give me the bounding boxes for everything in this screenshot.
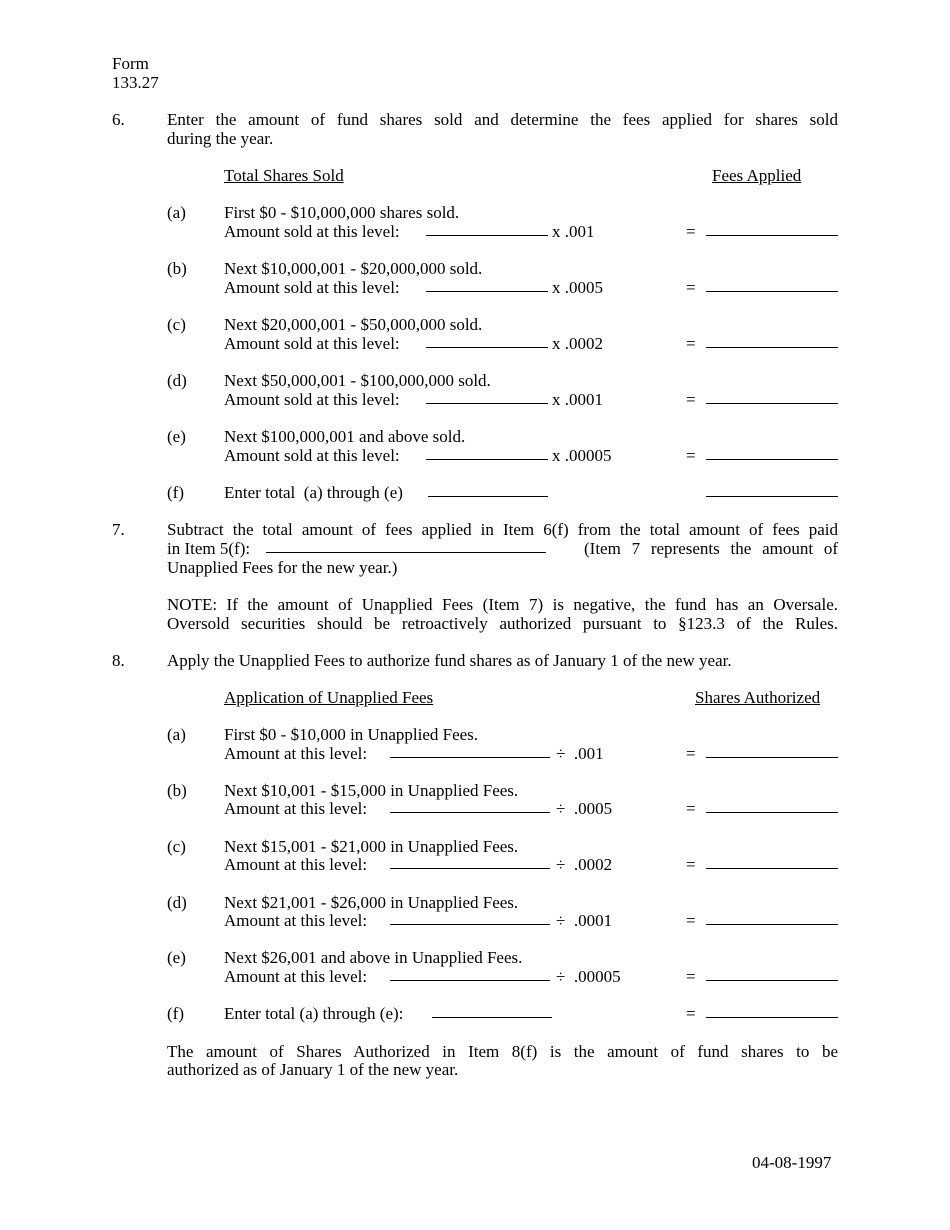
row-prompt: Amount sold at this level:	[224, 334, 400, 353]
row-letter: (b)	[167, 781, 187, 800]
item-8-instruction: Apply the Unapplied Fees to authorize fund shares as of January 1 of the new year.	[167, 651, 732, 670]
row-letter: (f)	[167, 1004, 184, 1023]
amount-sold-field[interactable]	[426, 235, 548, 236]
fee-rate: x .0005	[552, 278, 603, 297]
item-6-instruction-cont: during the year.	[167, 129, 274, 148]
row-letter: (c)	[167, 315, 186, 334]
row-prompt: Amount at this level:	[224, 911, 368, 930]
amount-sold-field[interactable]	[426, 459, 548, 460]
equals-sign: =	[686, 334, 696, 353]
amount-field[interactable]	[390, 980, 550, 981]
divisor: ÷ .0002	[556, 855, 613, 874]
row-letter: (e)	[167, 948, 186, 967]
row-title: First $0 - $10,000,000 shares sold.	[224, 203, 460, 222]
divisor: ÷ .0001	[556, 911, 613, 930]
equals-sign: =	[686, 1004, 696, 1023]
row-prompt: Amount sold at this level:	[224, 390, 400, 409]
shares-authorized-field[interactable]	[706, 757, 838, 758]
total-shares-authorized-field[interactable]	[706, 1017, 838, 1018]
row-letter: (c)	[167, 837, 186, 856]
item-6-instruction: Enter the amount of fund shares sold and determine the fees applied for shares sold	[167, 110, 838, 129]
oversale-note-cont: Oversold securities should be retroactively authorized pursuant to §123.3 of the Rules.	[167, 614, 838, 633]
row-prompt: Amount sold at this level:	[224, 222, 400, 241]
form-number: 133.27	[112, 73, 159, 92]
row-title: Next $10,001 - $15,000 in Unapplied Fees.	[224, 781, 519, 800]
item-8-number: 8.	[112, 651, 125, 670]
shares-authorized-field[interactable]	[706, 868, 838, 869]
divisor: ÷ .001	[556, 744, 604, 763]
equals-sign: =	[686, 744, 696, 763]
amount-field[interactable]	[390, 924, 550, 925]
row-letter: (d)	[167, 371, 187, 390]
row-prompt: Amount sold at this level:	[224, 446, 400, 465]
fee-rate: x .0002	[552, 334, 603, 353]
closing-statement: The amount of Shares Authorized in Item 8(f) is the amount of fund shares to be	[167, 1042, 838, 1061]
row-prompt: Amount at this level:	[224, 855, 368, 874]
row-prompt: Amount at this level:	[224, 744, 368, 763]
row-prompt: Amount at this level:	[224, 967, 368, 986]
row-title: Next $50,000,001 - $100,000,000 sold.	[224, 371, 491, 390]
total-fees-applied-field[interactable]	[706, 496, 838, 497]
item-6-number: 6.	[112, 110, 125, 129]
total-label: Enter total (a) through (e):	[224, 1004, 404, 1023]
fee-rate: x .00005	[552, 446, 612, 465]
amount-field[interactable]	[390, 868, 550, 869]
equals-sign: =	[686, 967, 696, 986]
equals-sign: =	[686, 799, 696, 818]
oversale-note: NOTE: If the amount of Unapplied Fees (Item 7) is negative, the fund has an Oversale.	[167, 595, 838, 614]
closing-statement-cont: authorized as of January 1 of the new year.	[167, 1060, 459, 1079]
total-shares-sold-header: Total Shares Sold	[224, 166, 344, 185]
amount-field[interactable]	[390, 757, 550, 758]
equals-sign: =	[686, 222, 696, 241]
fee-rate: x .001	[552, 222, 595, 241]
fees-applied-header: Fees Applied	[712, 166, 802, 185]
equals-sign: =	[686, 446, 696, 465]
amount-sold-field[interactable]	[426, 291, 548, 292]
revision-date: 04-08-1997	[752, 1153, 832, 1172]
shares-authorized-field[interactable]	[706, 924, 838, 925]
item-7-instruction: Subtract the total amount of fees applied in Item 6(f) from the total amount of fees paid	[167, 520, 838, 539]
fees-applied-field[interactable]	[706, 347, 838, 348]
item-7-number: 7.	[112, 520, 125, 539]
row-letter: (b)	[167, 259, 187, 278]
equals-sign: =	[686, 855, 696, 874]
item-7-explanation: (Item 7 represents the amount of	[584, 539, 838, 558]
amount-sold-field[interactable]	[426, 403, 548, 404]
item-7-field-label: in Item 5(f):	[167, 539, 251, 558]
equals-sign: =	[686, 390, 696, 409]
total-shares-sold-field[interactable]	[428, 496, 548, 497]
fee-rate: x .0001	[552, 390, 603, 409]
fees-applied-field[interactable]	[706, 235, 838, 236]
row-prompt: Amount at this level:	[224, 799, 368, 818]
row-prompt: Amount sold at this level:	[224, 278, 400, 297]
row-title: Next $20,000,001 - $50,000,000 sold.	[224, 315, 483, 334]
row-letter: (a)	[167, 203, 186, 222]
row-letter: (f)	[167, 483, 184, 502]
amount-sold-field[interactable]	[426, 347, 548, 348]
divisor: ÷ .00005	[556, 967, 621, 986]
row-title: Next $10,000,001 - $20,000,000 sold.	[224, 259, 483, 278]
equals-sign: =	[686, 278, 696, 297]
shares-authorized-field[interactable]	[706, 812, 838, 813]
row-letter: (e)	[167, 427, 186, 446]
total-amount-field[interactable]	[432, 1017, 552, 1018]
equals-sign: =	[686, 911, 696, 930]
row-title: First $0 - $10,000 in Unapplied Fees.	[224, 725, 479, 744]
application-header: Application of Unapplied Fees	[224, 688, 434, 707]
amount-field[interactable]	[390, 812, 550, 813]
row-title: Next $100,000,001 and above sold.	[224, 427, 466, 446]
shares-authorized-field[interactable]	[706, 980, 838, 981]
row-title: Next $21,001 - $26,000 in Unapplied Fees.	[224, 893, 519, 912]
shares-authorized-header: Shares Authorized	[695, 688, 821, 707]
row-title: Next $15,001 - $21,000 in Unapplied Fees.	[224, 837, 519, 856]
fees-applied-field[interactable]	[706, 459, 838, 460]
total-label: Enter total (a) through (e)	[224, 483, 403, 502]
row-letter: (d)	[167, 893, 187, 912]
item-7-explanation-cont: Unapplied Fees for the new year.)	[167, 558, 398, 577]
divisor: ÷ .0005	[556, 799, 613, 818]
fees-applied-field[interactable]	[706, 291, 838, 292]
row-title: Next $26,001 and above in Unapplied Fees.	[224, 948, 523, 967]
form-label: Form	[112, 54, 149, 73]
fees-applied-field[interactable]	[706, 403, 838, 404]
row-letter: (a)	[167, 725, 186, 744]
unapplied-fees-field[interactable]	[266, 552, 546, 553]
